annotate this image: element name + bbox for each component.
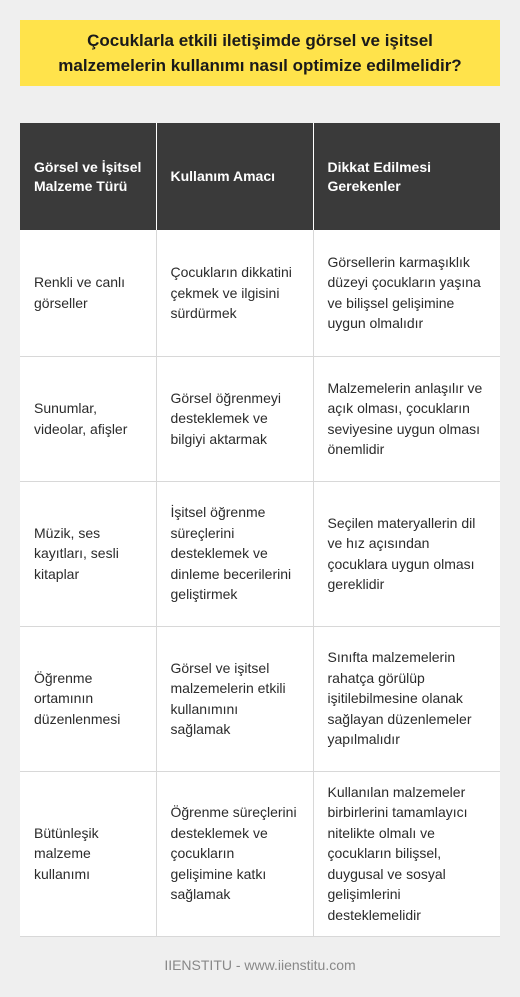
table-row bbox=[20, 230, 500, 356]
page-title: Çocuklarla etkili iletişimde görsel ve işitsel malzemelerin kullanımı nasıl optimize edilmelidir? bbox=[58, 31, 462, 75]
table-cell-considerations: Sınıfta malzemelerin rahatça görülüp işitilebilmesine olanak sağlayan düzenlemeler yapılmalıdır bbox=[313, 626, 500, 771]
table-cell-considerations: Seçilen materyallerin dil ve hız açısından çocuklara uygun olması gereklidir bbox=[313, 481, 500, 626]
table-cell-material-type: Bütünleşik malzeme kullanımı bbox=[20, 771, 156, 936]
table-cell-purpose: Öğrenme süreçlerini desteklemek ve çocukların gelişimine katkı sağlamak bbox=[156, 771, 313, 936]
table-cell-material-type: Renkli ve canlı görseller bbox=[20, 230, 156, 356]
table-row bbox=[20, 771, 500, 936]
table-row bbox=[20, 356, 500, 481]
title-banner bbox=[20, 20, 500, 86]
table-header-row bbox=[20, 123, 500, 230]
table-cell-material-type: Sunumlar, videolar, afişler bbox=[20, 356, 156, 481]
column-header-material-type: Görsel ve İşitsel Malzeme Türü bbox=[20, 123, 156, 230]
column-header-purpose: Kullanım Amacı bbox=[156, 123, 313, 230]
footer-credit: IIENSTITU - www.iienstitu.com bbox=[164, 957, 356, 973]
table-cell-purpose: İşitsel öğrenme süreçlerini desteklemek ve dinleme becerilerini geliştirmek bbox=[156, 481, 313, 626]
table-cell-purpose: Çocukların dikkatini çekmek ve ilgisini sürdürmek bbox=[156, 230, 313, 356]
table-row bbox=[20, 626, 500, 771]
table-cell-material-type: Müzik, ses kayıtları, sesli kitaplar bbox=[20, 481, 156, 626]
table-cell-purpose: Görsel ve işitsel malzemelerin etkili kullanımını sağlamak bbox=[156, 626, 313, 771]
table-cell-considerations: Görsellerin karmaşıklık düzeyi çocukların yaşına ve bilişsel gelişimine uygun olmalıdır bbox=[313, 230, 500, 356]
table-cell-considerations: Kullanılan malzemeler birbirlerini tamamlayıcı nitelikte olmalı ve çocukların bilişsel, duygusal ve sosyal gelişimlerini desteklemelidir bbox=[313, 771, 500, 936]
table-cell-considerations: Malzemelerin anlaşılır ve açık olması, çocukların seviyesine uygun olması önemlidir bbox=[313, 356, 500, 481]
column-header-considerations: Dikkat Edilmesi Gerekenler bbox=[313, 123, 500, 230]
table-row bbox=[20, 481, 500, 626]
table-cell-material-type: Öğrenme ortamının düzenlenmesi bbox=[20, 626, 156, 771]
table-cell-purpose: Görsel öğrenmeyi desteklemek ve bilgiyi aktarmak bbox=[156, 356, 313, 481]
info-table bbox=[20, 123, 500, 937]
